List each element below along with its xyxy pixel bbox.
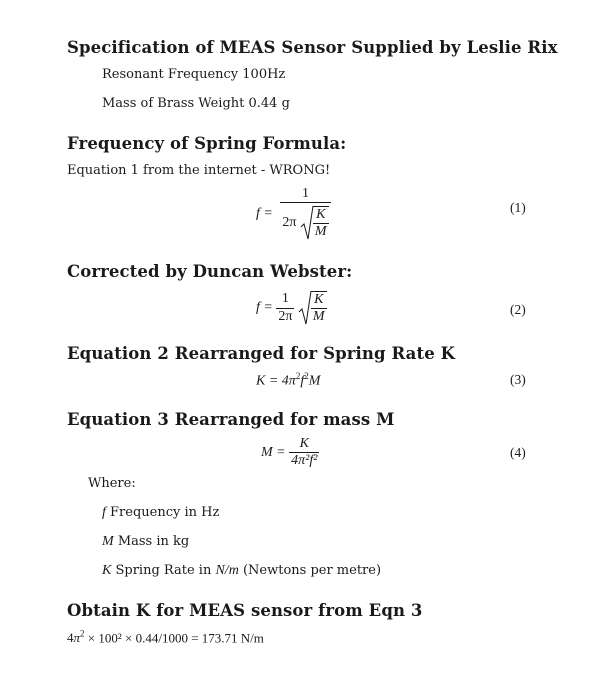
eq4-lhs: M = (261, 444, 286, 460)
equation-1 (256, 186, 331, 241)
corrected-heading: Corrected by Duncan Webster: (67, 262, 353, 281)
eq1-lhs: f = (256, 205, 273, 221)
eq1-den-coef: 2π (282, 215, 297, 231)
freq-note: Equation 1 from the internet - WRONG! (67, 163, 331, 178)
eq4-numerator: K (299, 436, 309, 451)
def-symbol: K (102, 563, 112, 578)
equation-3: $K = 4\pi^2f^2M$ (256, 371, 321, 389)
obtain-calc-tail: × 100² × 0.44/1000 = 173.71 N/m (87, 630, 264, 646)
def-symbol: f (102, 505, 106, 520)
eq1-rad-num: K (316, 207, 326, 222)
equation-4 (261, 436, 319, 469)
def-text: Mass in kg (117, 534, 190, 549)
eq3-rhs: M (308, 373, 321, 389)
sqrt-symbol-icon (300, 205, 314, 241)
eq2-number: (2) (510, 302, 526, 317)
eq1-numerator: 1 (301, 186, 309, 201)
equation-2 (256, 290, 327, 326)
eq3-number: (3) (510, 372, 526, 387)
spec-item-frequency: Resonant Frequency 100Hz (102, 67, 286, 82)
def-text: Spring Rate in (115, 563, 212, 578)
eq2-denominator: 2π (278, 308, 293, 324)
def-tail: (Newtons per metre) (242, 563, 382, 578)
eq4-number: (4) (510, 445, 526, 460)
eq4-denominator: 4π²f² (291, 453, 318, 469)
sqrt-symbol-icon (298, 290, 312, 326)
eq2-rad-den: M (312, 309, 325, 324)
eq1-radical (300, 205, 329, 241)
eq1-rad-den: M (314, 224, 327, 240)
def-mass (102, 534, 189, 550)
spec-heading: Specification of MEAS Sensor Supplied by Leslie Rix (67, 38, 558, 57)
rearranged-k-heading: Equation 2 Rearranged for Spring Rate K (67, 344, 456, 363)
eq2-radical (298, 290, 327, 326)
obtain-calculation: $4\pi^2 \times 100^2 \times 0.44/1000 = 173.71$ N/m (67, 629, 264, 646)
def-unit: N/m (215, 563, 239, 578)
def-frequency (102, 505, 219, 521)
def-symbol: M (102, 534, 114, 549)
def-text: Frequency in Hz (110, 505, 220, 520)
obtain-heading: Obtain K for MEAS sensor from Eqn 3 (67, 601, 423, 620)
def-spring-rate (102, 563, 381, 579)
eq3-mid: f (300, 373, 305, 389)
eq2-lhs: f = (256, 300, 273, 316)
eq2-rad-num: K (314, 291, 324, 307)
rearranged-m-heading: Equation 3 Rearranged for mass M (67, 410, 395, 429)
spec-item-mass: Mass of Brass Weight 0.44 g (102, 96, 290, 111)
eq2-numerator: 1 (281, 291, 289, 307)
eq1-number: (1) (510, 200, 526, 215)
freq-heading: Frequency of Spring Formula: (67, 134, 347, 153)
eq3-lhs: K = 4π (256, 373, 296, 389)
where-label: Where: (88, 476, 136, 491)
